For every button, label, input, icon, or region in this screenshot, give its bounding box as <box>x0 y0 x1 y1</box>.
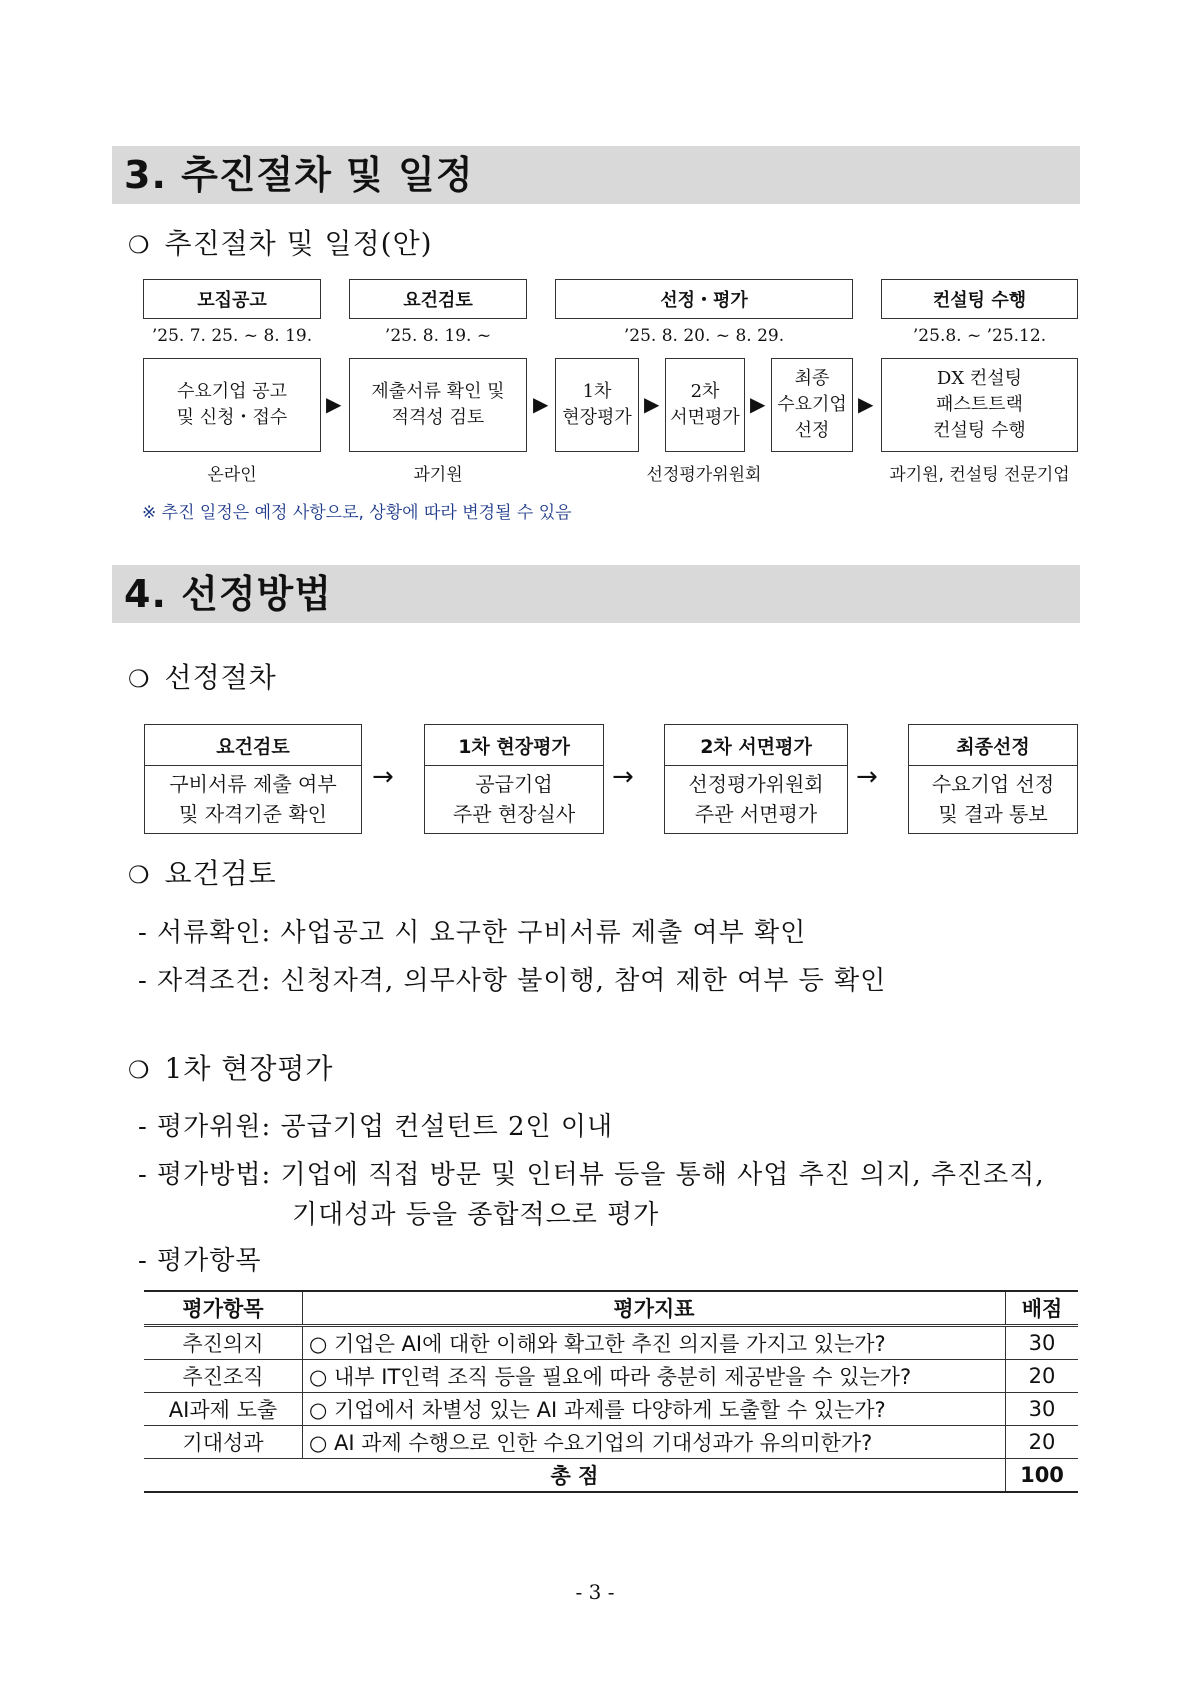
procedure-subheading <box>128 656 277 696</box>
schedule-date: ’25. 8. 19. ~ <box>384 326 492 346</box>
triangle-arrow-icon: ▶ <box>644 392 660 416</box>
schedule-note: ※ 추진 일정은 예정 사항으로, 상황에 따라 변경될 수 있음 <box>142 503 572 523</box>
step-line: 2차 <box>690 381 720 402</box>
step-line: 최종 <box>794 368 830 389</box>
procedure-box-field-eval <box>424 724 604 834</box>
step-line: 적격성 검토 <box>391 407 485 428</box>
circle-bullet-icon: ❍ <box>128 665 151 693</box>
schedule-header-consulting: 컨설팅 수행 <box>881 279 1078 319</box>
schedule-date: ’25. 7. 25. ~ 8. 19. <box>151 326 313 346</box>
step-line: DX 컨설팅 <box>936 368 1023 389</box>
procedure-body <box>665 766 847 832</box>
table-header: 평가항목 <box>144 1291 303 1326</box>
total-score: 100 <box>1006 1459 1079 1493</box>
schedule-step-announce <box>143 358 321 452</box>
evaluation-table <box>144 1290 1078 1493</box>
procedure-body <box>425 766 603 832</box>
table-cell-indicator: ○ 기업에서 차별성 있는 AI 과제를 다양하게 도출할 수 있는가? <box>303 1393 1006 1426</box>
schedule-date: ’25. 8. 20. ~ 8. 29. <box>623 326 785 346</box>
field-eval-item: - 평가항목 <box>138 1246 262 1276</box>
schedule-step-field-eval <box>555 358 639 452</box>
schedule-owner: 선정평가위원회 <box>646 465 762 485</box>
schedule-date: ’25.8. ~ ’25.12. <box>912 326 1047 346</box>
step-line: 수요기업 공고 <box>176 381 288 402</box>
procedure-box-final <box>908 724 1078 834</box>
table-row <box>144 1426 1078 1459</box>
schedule-owner: 과기원, 컨설팅 전문기업 <box>889 465 1070 485</box>
triangle-arrow-icon: ▶ <box>326 392 342 416</box>
procedure-body <box>145 766 361 832</box>
table-header: 배점 <box>1006 1291 1079 1326</box>
procedure-subheading-text: 선정절차 <box>164 661 277 694</box>
step-line: 수요기업 <box>777 394 847 415</box>
procedure-body <box>909 766 1077 832</box>
right-arrow-icon: → <box>612 762 634 792</box>
schedule-header-selection: 선정・평가 <box>555 279 853 319</box>
table-header: 평가지표 <box>303 1291 1006 1326</box>
step-line: 및 신청・접수 <box>176 407 288 428</box>
schedule-owner: 온라인 <box>207 465 257 485</box>
section3-header-bar <box>112 146 1080 204</box>
table-cell-item: 기대성과 <box>144 1426 303 1459</box>
table-row <box>144 1393 1078 1426</box>
total-label: 총 점 <box>144 1459 1006 1493</box>
procedure-box-doc-eval <box>664 724 848 834</box>
step-line: 선정 <box>794 420 830 441</box>
schedule-step-final <box>771 358 853 452</box>
procedure-head: 1차 현장평가 <box>425 725 603 766</box>
section3-title: 3. 추진절차 및 일정 <box>124 153 474 197</box>
circle-bullet-icon: ❍ <box>128 1056 151 1084</box>
procedure-line: 수요기업 선정 <box>931 772 1055 796</box>
procedure-line: 및 자격기준 확인 <box>179 802 327 826</box>
field-eval-subheading <box>128 1047 333 1087</box>
field-eval-item: - 평가위원: 공급기업 컨설턴트 2인 이내 <box>138 1112 614 1142</box>
section4-header-bar <box>112 565 1080 623</box>
table-cell-indicator: ○ 내부 IT인력 조직 등을 필요에 따라 충분히 제공받을 수 있는가? <box>303 1360 1006 1393</box>
step-line: 현장평가 <box>562 407 632 428</box>
table-cell-item: 추진의지 <box>144 1326 303 1360</box>
review-subheading-text: 요건검토 <box>164 857 277 890</box>
procedure-line: 구비서류 제출 여부 <box>169 772 337 796</box>
field-eval-item-cont: 기대성과 등을 종합적으로 평가 <box>292 1200 660 1230</box>
schedule-step-consulting <box>881 358 1078 452</box>
schedule-step-review <box>349 358 527 452</box>
right-arrow-icon: → <box>372 762 394 792</box>
table-cell-indicator: ○ AI 과제 수행으로 인한 수요기업의 기대성과가 유의미한가? <box>303 1426 1006 1459</box>
schedule-subheading-text: 추진절차 및 일정(안) <box>164 227 433 260</box>
circle-bullet-icon: ❍ <box>128 231 151 259</box>
review-item: - 자격조건: 신청자격, 의무사항 불이행, 참여 제한 여부 등 확인 <box>138 966 887 996</box>
table-cell-item: AI과제 도출 <box>144 1393 303 1426</box>
schedule-subheading <box>128 222 433 262</box>
field-eval-item: - 평가방법: 기업에 직접 방문 및 인터뷰 등을 통해 사업 추진 의지, 추진조직, <box>138 1160 1045 1190</box>
procedure-line: 공급기업 <box>475 772 553 796</box>
schedule-header-review: 요건검토 <box>349 279 527 319</box>
field-eval-subheading-text: 1차 현장평가 <box>164 1052 334 1085</box>
step-line: 1차 <box>582 381 612 402</box>
table-cell-score: 30 <box>1006 1393 1079 1426</box>
triangle-arrow-icon: ▶ <box>533 392 549 416</box>
table-cell-score: 20 <box>1006 1360 1079 1393</box>
right-arrow-icon: → <box>856 762 878 792</box>
review-subheading <box>128 852 277 892</box>
step-line: 패스트트랙 <box>936 394 1023 415</box>
table-total-row <box>144 1459 1078 1493</box>
table-row <box>144 1326 1078 1360</box>
table-cell-score: 20 <box>1006 1426 1079 1459</box>
procedure-box-review <box>144 724 362 834</box>
step-line: 컨설팅 수행 <box>933 420 1026 441</box>
procedure-line: 선정평가위원회 <box>688 772 824 796</box>
triangle-arrow-icon: ▶ <box>750 392 766 416</box>
schedule-step-doc-eval <box>665 358 745 452</box>
procedure-head: 요건검토 <box>145 725 361 766</box>
review-item: - 서류확인: 사업공고 시 요구한 구비서류 제출 여부 확인 <box>138 918 807 948</box>
procedure-line: 주관 현장실사 <box>452 802 576 826</box>
table-cell-indicator: ○ 기업은 AI에 대한 이해와 확고한 추진 의지를 가지고 있는가? <box>303 1326 1006 1360</box>
schedule-owner: 과기원 <box>413 465 463 485</box>
procedure-line: 주관 서면평가 <box>694 802 818 826</box>
table-cell-score: 30 <box>1006 1326 1079 1360</box>
procedure-line: 및 결과 통보 <box>938 802 1048 826</box>
procedure-head: 2차 서면평가 <box>665 725 847 766</box>
schedule-header-recruit: 모집공고 <box>143 279 321 319</box>
section4-title: 4. 선정방법 <box>124 572 332 616</box>
step-line: 서면평가 <box>670 407 740 428</box>
page-number: - 3 - <box>575 1580 615 1604</box>
procedure-head: 최종선정 <box>909 725 1077 766</box>
step-line: 제출서류 확인 및 <box>371 381 505 402</box>
circle-bullet-icon: ❍ <box>128 861 151 889</box>
table-row <box>144 1360 1078 1393</box>
table-cell-item: 추진조직 <box>144 1360 303 1393</box>
triangle-arrow-icon: ▶ <box>858 392 874 416</box>
